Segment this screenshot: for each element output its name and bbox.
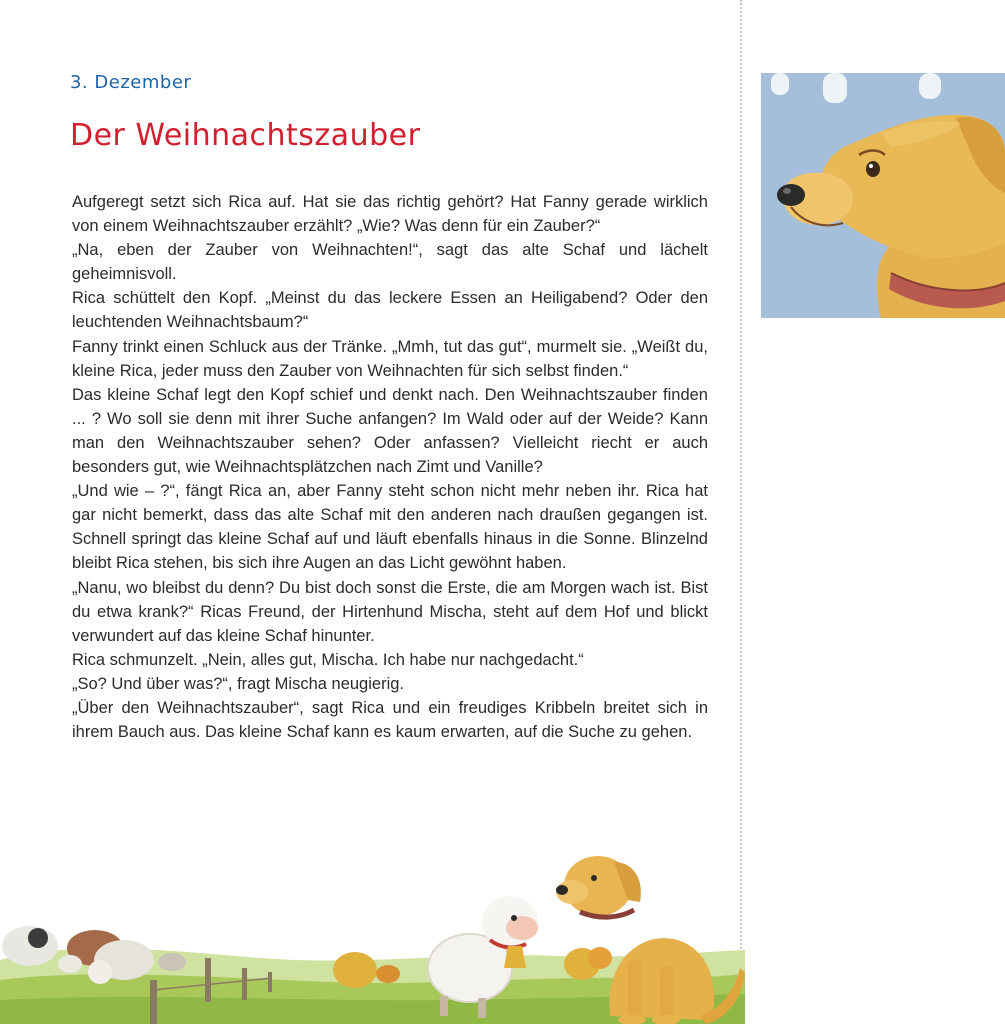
story-paragraph: „Na, eben der Zauber von Weihnachten!“, sagt das alte Schaf und lächelt geheimnisvoll. bbox=[72, 241, 708, 284]
story-paragraph: „So? Und über was?“, fragt Mischa neugierig. bbox=[72, 674, 404, 693]
dog-portrait-illustration bbox=[761, 73, 1005, 318]
story-title: Der Weihnachtszauber bbox=[70, 118, 421, 153]
date-heading: 3. Dezember bbox=[70, 72, 192, 93]
story-paragraph: Aufgeregt setzt sich Rica auf. Hat sie das richtig gehört? Hat Fanny gerade wirklich von einem Weihnachtszauber erzählt? „Wie? Was denn für ein Zauber?“ bbox=[72, 193, 708, 236]
story-paragraph: „Nanu, wo bleibst du denn? Du bist doch sonst die Erste, die am Morgen wach ist. Bist du etwa krank?“ Ricas Freund, der Hirtenhund Mischa, steht auf dem Hof und blickt verwundert auf das kleine Schaf hinunter. bbox=[72, 578, 708, 645]
story-paragraph: Rica schüttelt den Kopf. „Meinst du das leckere Essen an Heiligabend? Oder den leuchtenden Weihnachtsbaum?“ bbox=[72, 289, 708, 332]
meadow-sheep-dog-illustration bbox=[0, 840, 745, 1024]
story-paragraph: Fanny trinkt einen Schluck aus der Tränke. „Mmh, tut das gut“, murmelt sie. „Weißt du, kleine Rica, jeder muss den Zauber von Weihnachten für sich selbst finden.“ bbox=[72, 337, 708, 380]
story-paragraph: „Und wie – ?“, fängt Rica an, aber Fanny steht schon nicht mehr neben ihr. Rica hat gar nicht bemerkt, dass das alte Schaf mit den anderen nach draußen gegangen ist. Schnell springt das kleine Schaf auf und läuft ebenfalls hinaus in die Sonne. Blinzelnd bleibt Rica stehen, bis sich ihre Augen an das Licht gewöhnt haben. bbox=[72, 482, 708, 573]
story-text bbox=[72, 190, 708, 744]
story-paragraph: Das kleine Schaf legt den Kopf schief und denkt nach. Den Weihnachtszauber finden ... ? Wo soll sie denn mit ihrer Suche anfangen? Im Wald oder auf der Weide? Kann man den Weihnachtszauber sehen? Oder anfassen? Vielleicht riecht er auch besonders gut, wie Weihnachtsplätzchen nach Zimt und Vanille? bbox=[72, 385, 708, 477]
story-paragraph: Rica schmunzelt. „Nein, alles gut, Mischa. Ich habe nur nachgedacht.“ bbox=[72, 650, 584, 669]
story-paragraph: „Über den Weihnachtszauber“, sagt Rica und ein freudiges Kribbeln breitet sich in ihrem Bauch aus. Das kleine Schaf kann es kaum erwarten, auf die Suche zu gehen. bbox=[72, 698, 708, 742]
